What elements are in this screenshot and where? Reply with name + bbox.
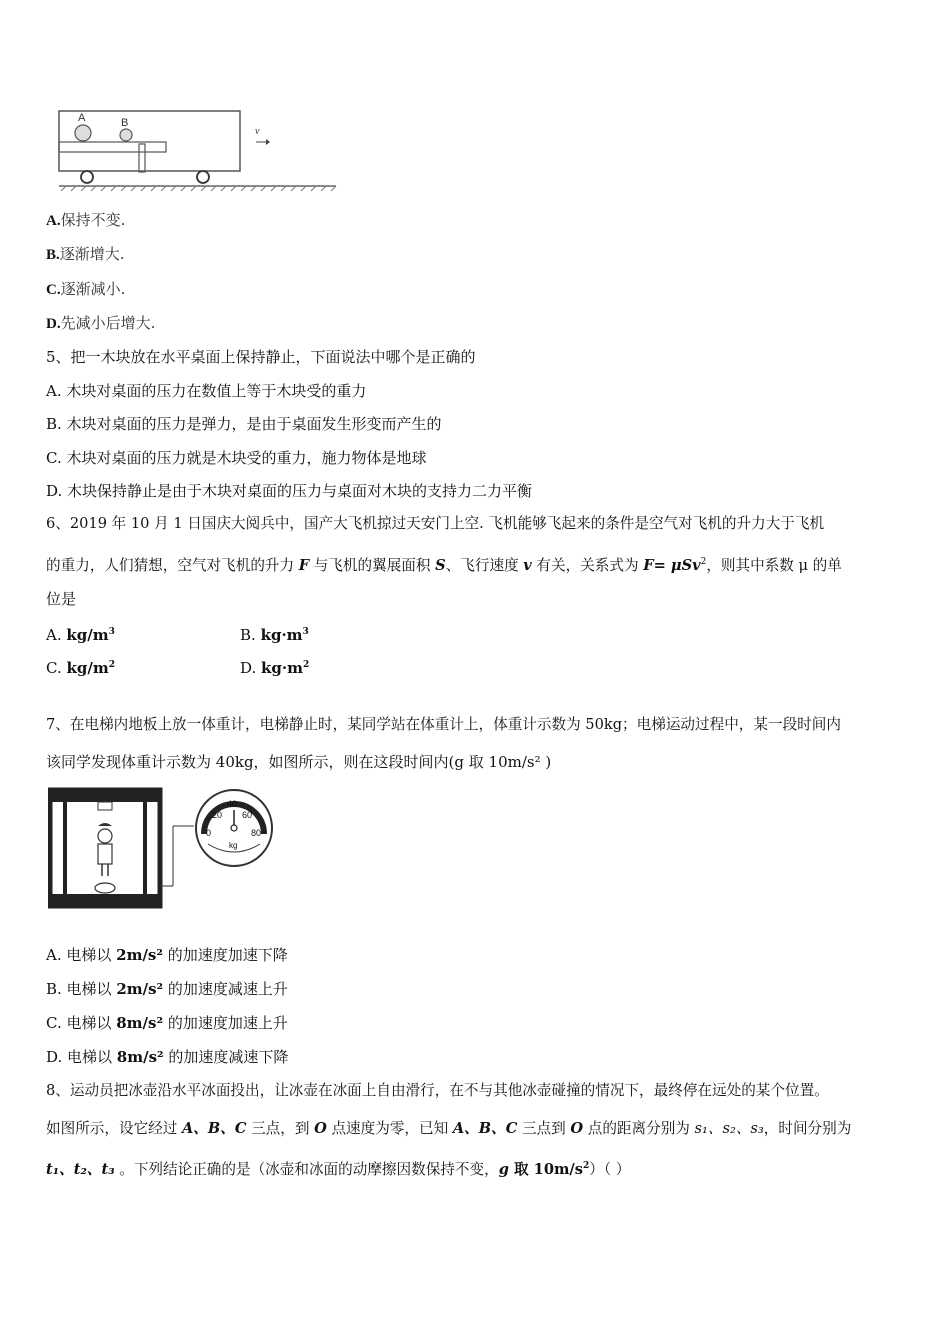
q8-point-o-2: O <box>570 1120 584 1137</box>
q6-option-d-key: D. <box>240 659 262 677</box>
q6-option-b-text: kg·m <box>260 626 303 644</box>
q6-option-a-text: kg/m <box>66 626 109 644</box>
q6-text-e: ，则其中系数 μ 的单 <box>706 556 842 574</box>
q7-option-d-pre: D. 电梯以 <box>46 1048 117 1066</box>
q5-option-c: C. 木块对桌面的压力就是木块受的重力，施力物体是地球 <box>46 449 427 467</box>
q8-text-h: 取 10m/s <box>508 1160 583 1178</box>
q6-option-a-key: A. <box>46 626 67 644</box>
q7-option-b-pre: B. 电梯以 <box>46 980 117 998</box>
q6-line3: 位是 <box>46 590 77 608</box>
q8-text-e: 点的距离分别为 <box>583 1120 695 1137</box>
q8-text-f: ，时间分别为 <box>763 1120 852 1137</box>
q7-option-c-val: 8m/s² <box>116 1014 164 1032</box>
q4-option-b-text: 逐渐增大. <box>59 245 125 263</box>
q6-option-c-text: kg/m <box>66 659 109 677</box>
q8-text-b: 三点，到 <box>246 1120 315 1137</box>
ball-a-label: A <box>78 112 86 124</box>
q6-option-c-sup: 2 <box>108 660 115 670</box>
q6-var-v: v <box>523 556 532 574</box>
q8-text-a: 如图所示，设它经过 <box>46 1120 182 1137</box>
q8-var-g: g <box>498 1160 509 1178</box>
q7-line2: 该同学发现体重计示数为 40kg，如图所示，则在这段时间内(g 取 10m/s² ) <box>46 753 552 771</box>
q7-option-a-val: 2m/s² <box>116 946 163 964</box>
q6-formula: F= μSv <box>643 556 701 574</box>
q7-option-d-post: 的加速度减速下降 <box>163 1048 289 1066</box>
q8-points-abc: A、B、C <box>181 1120 247 1137</box>
q6-line2 <box>46 552 842 576</box>
q4-option-a-text: 保持不变. <box>60 211 126 229</box>
q6-option-d-sup: 2 <box>303 660 310 670</box>
q6-var-f: F <box>298 556 310 574</box>
q8-g-sup: 2 <box>582 1161 590 1171</box>
q4-option-d-text: 先减小后增大. <box>60 314 156 332</box>
q7-option-c-post: 的加速度加速上升 <box>163 1014 288 1032</box>
q4-option-b <box>46 244 125 265</box>
q4-option-a-key: A. <box>46 213 61 229</box>
velocity-label: v <box>255 126 260 137</box>
q8-line3 <box>46 1156 630 1180</box>
q6-option-b-key: B. <box>240 626 261 644</box>
q4-option-d-key: D. <box>46 316 61 332</box>
cart-figure <box>56 106 351 198</box>
scale-tick-20: 20 <box>212 810 223 820</box>
scale-unit: kg <box>229 841 238 850</box>
q4-option-d <box>46 313 155 334</box>
q7-option-a <box>46 945 288 965</box>
q6-var-s: S <box>435 556 446 574</box>
scale-tick-80: 80 <box>251 828 262 838</box>
q6-text-a: 的重力，人们猜想，空气对飞机的升力 <box>46 556 299 574</box>
q8-times: t₁、t₂、t₃ <box>46 1160 115 1178</box>
q6-option-a <box>46 622 115 645</box>
q8-line2 <box>46 1119 851 1139</box>
q5-stem: 5、把一木块放在水平桌面上保持静止，下面说法中哪个是正确的 <box>46 348 476 366</box>
q6-option-b <box>240 622 309 645</box>
q4-option-c <box>46 279 125 300</box>
q7-line1: 7、在电梯内地板上放一体重计，电梯静止时，某同学站在体重计上，体重计示数为 50kg；电梯运动过程中，某一段时间内 <box>46 716 841 733</box>
q7-option-b-val: 2m/s² <box>116 980 164 998</box>
q5-option-b: B. 木块对桌面的压力是弹力，是由于桌面发生形变而产生的 <box>46 415 442 433</box>
q6-line1: 6、2019 年 10 月 1 日国庆大阅兵中，国产大飞机掠过天安门上空. 飞机能够飞起来的条件是空气对飞机的升力大于飞机 <box>46 515 825 532</box>
q6-option-c-key: C. <box>46 659 67 677</box>
q4-option-a <box>46 210 125 231</box>
q8-text-i: ）（ ） <box>589 1160 631 1178</box>
q6-text-c: 、飞行速度 <box>445 556 524 574</box>
q7-option-a-pre: A. 电梯以 <box>46 946 117 964</box>
q7-option-a-post: 的加速度加速下降 <box>162 946 288 964</box>
q4-option-c-key: C. <box>46 282 61 298</box>
q7-option-d-val: 8m/s² <box>116 1048 164 1066</box>
q6-formula-sup: 2 <box>700 557 707 567</box>
elevator-figure <box>48 786 288 910</box>
q8-text-d: 三点到 <box>517 1120 571 1137</box>
q8-point-o: O <box>314 1120 327 1137</box>
q7-option-c-pre: C. 电梯以 <box>46 1014 117 1032</box>
q6-text-d: 有关，关系式为 <box>531 556 644 574</box>
q8-text-c: 点速度为零，已知 <box>326 1120 453 1137</box>
q4-option-b-key: B. <box>46 247 60 263</box>
q6-option-d-text: kg·m <box>261 659 304 677</box>
q6-option-c <box>46 655 115 678</box>
ball-b-label: B <box>121 117 129 129</box>
q7-option-c <box>46 1013 288 1033</box>
q6-text-b: 与飞机的翼展面积 <box>309 556 436 574</box>
q4-option-c-text: 逐渐减小. <box>60 280 126 298</box>
scale-tick-40: 40 <box>227 799 238 809</box>
scale-tick-0: 0 <box>206 828 212 838</box>
q5-option-d: D. 木块保持静止是由于木块对桌面的压力与桌面对木块的支持力二力平衡 <box>46 482 533 500</box>
q6-option-d <box>240 655 309 678</box>
q7-option-b <box>46 979 288 999</box>
q8-text-g: 。下列结论正确的是（冰壶和冰面的动摩擦因数保持不变， <box>114 1160 499 1178</box>
q7-option-b-post: 的加速度减速上升 <box>163 980 288 998</box>
q8-points-abc-2: A、B、C <box>452 1120 518 1137</box>
q5-option-a: A. 木块对桌面的压力在数值上等于木块受的重力 <box>46 382 367 400</box>
q7-option-d <box>46 1047 288 1067</box>
q8-line1: 8、运动员把冰壶沿水平冰面投出，让冰壶在冰面上自由滑行，在不与其他冰壶碰撞的情况下，最终停在远处的某个位置。 <box>46 1082 829 1099</box>
q8-distances: s₁、s₂、s₃ <box>694 1120 764 1137</box>
scale-tick-60: 60 <box>242 810 253 820</box>
q6-option-a-sup: 3 <box>108 627 115 637</box>
q6-option-b-sup: 3 <box>302 627 309 637</box>
